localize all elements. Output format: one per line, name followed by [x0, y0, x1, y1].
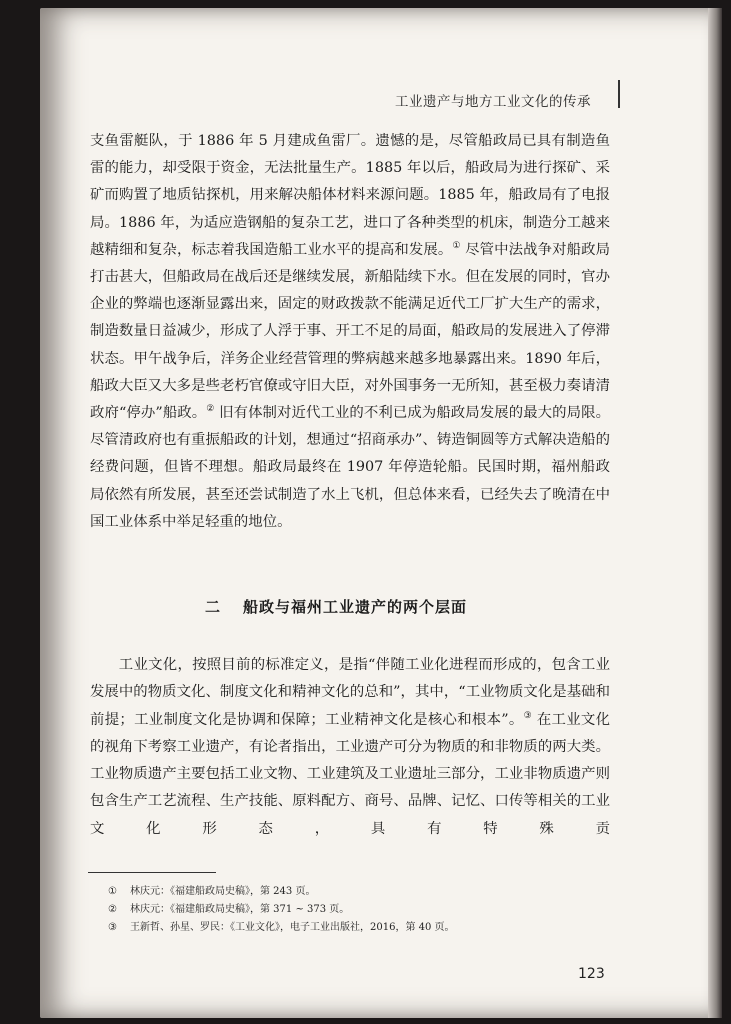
footnote-mark: ③ [108, 922, 117, 933]
footnote-rule [88, 872, 216, 873]
running-head-rule [618, 80, 620, 108]
body-paragraph-2 [90, 652, 610, 843]
page-edge [708, 8, 722, 1018]
paragraph-1-text-b: 尽管中法战争对船政局打击甚大，但船政局在战后还是继续发展，新船陆续下水。但在发展的同时，官办企业的弊端也逐渐显露出来，固定的财政拨款不能满足近代工厂扩大生产的需求，制造数量日益减少，形成了人浮于事、开工不足的局面，船政局的发展进入了停滞状态。甲午战争后，洋务企业经营管理的弊病越来越多地暴露出来。1890 年后，船政大臣又大多是些老朽官僚或守旧大臣，对外国事务一无所知，甚至极力奏请清政府“停办”船政。 [90, 241, 610, 422]
running-head: 工业遗产与地方工业文化的传承 [395, 94, 591, 110]
section-number: 二 [205, 598, 222, 616]
footnote-text: 王新哲、孙星、罗民：《工业文化》，电子工业出版社，2016，第 40 页。 [130, 922, 455, 933]
footnote-ref-2: ② [206, 404, 215, 415]
footnote-item [108, 883, 568, 901]
footnote-ref-3: ③ [523, 710, 532, 721]
paragraph-2-text: 工业文化，按照目前的标准定义，是指“伴随工业化进程而形成的，包含工业发展中的物质文化、制度文化和精神文化的总和”，其中，“工业物质文化是基础和前提；工业制度文化是协调和保障；工业精神文化是核心和根本”。 [90, 657, 610, 728]
footnote-mark: ① [108, 886, 117, 897]
body-paragraph-1 [90, 128, 610, 536]
footnote-text: 林庆元：《福建船政局史稿》，第 371 ~ 373 页。 [130, 904, 350, 915]
footnote-mark: ② [108, 904, 117, 915]
section-title: 船政与福州工业遗产的两个层面 [243, 598, 468, 616]
footnote-text: 林庆元：《福建船政局史稿》，第 243 页。 [130, 886, 316, 897]
footnote-item [108, 901, 568, 919]
page-number: 123 [578, 966, 605, 982]
paragraph-1-text-c: 旧有体制对近代工业的不利已成为船政局发展的最大的局限。尽管清政府也有重振船政的计划，想通过“招商承办”、铸造铜圆等方式解决造船的经费问题，但皆不理想。船政局最终在 1907 年停造轮船。民国时期，福州船政局依然有所发展，甚至还尝试制造了水上飞机，但总体来看，已经失去了晚清在中国工业体系中举足轻重的地位。 [90, 405, 611, 530]
paragraph-2-text-b: 在工业文化的视角下考察工业遗产，有论者指出，工业遗产可分为物质的和非物质的两大类。工业物质遗产主要包括工业文物、工业建筑及工业遗址三部分，工业非物质遗产则包含生产工艺流程、生产技能、原料配方、商号、品牌、记忆、口传等相关的工业文化形态，具有特殊贡 [90, 711, 610, 837]
paragraph-1-text: 支鱼雷艇队，于 1886 年 5 月建成鱼雷厂。遗憾的是，尽管船政局已具有制造鱼雷的能力，却受限于资金，无法批量生产。1885 年以后，船政局为进行探矿、采矿而购置了地质钻探机，用来解决船体材料来源问题。1885 年，船政局有了电报局。1886 年，为适应造钢船的复杂工艺，进口了各种类型的机床，制造分工越来越精细和复杂，标志着我国造船工业水平的提高和发展。 [90, 133, 610, 258]
footnote-ref-1: ① [452, 241, 461, 252]
section-heading [205, 596, 505, 617]
footnote-item [108, 919, 568, 937]
footnotes [108, 883, 568, 937]
